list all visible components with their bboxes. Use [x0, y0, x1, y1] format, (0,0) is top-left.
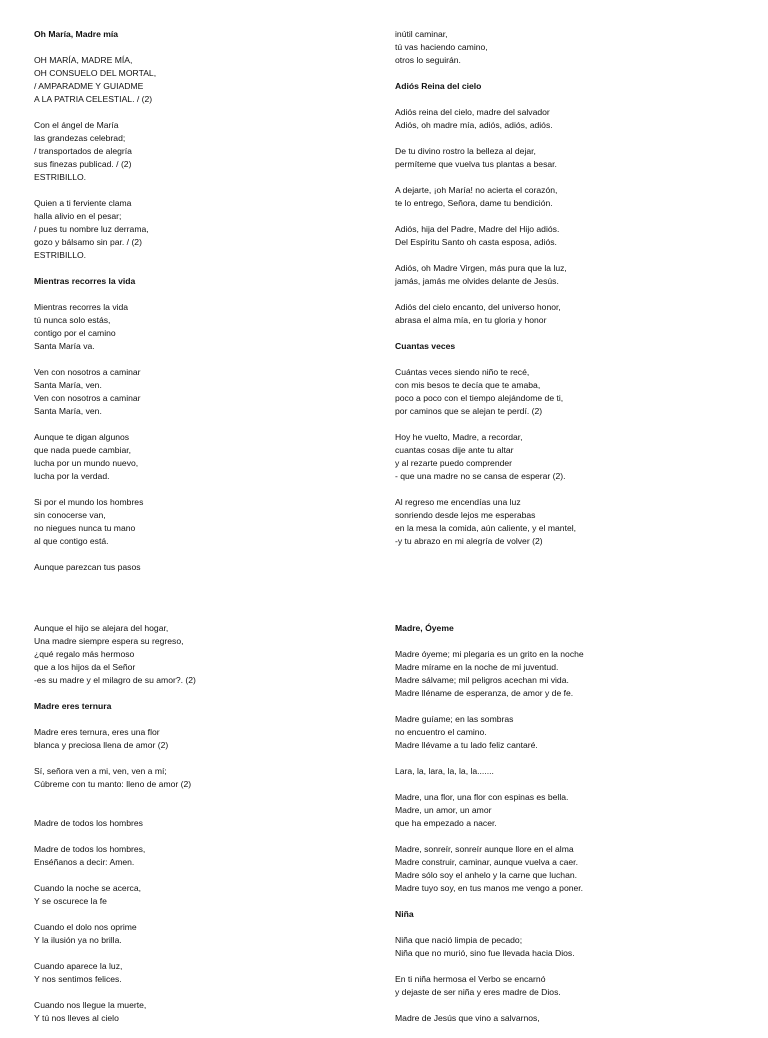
verse-line: Santa María, ven. [34, 406, 102, 416]
verse-line: Madre guíame; en las sombras [395, 714, 514, 724]
verse-line: ESTRIBILLO. [34, 172, 87, 182]
verse-line: permíteme que vuelva tus plantas a besar. [395, 159, 557, 169]
verse-line: tú nunca solo estás, [34, 315, 111, 325]
verse-line: otros lo seguirán. [395, 55, 461, 65]
verse-line: / transportados de alegría [34, 146, 132, 156]
verse-line: y al rezarte puedo comprender [395, 458, 513, 468]
verse-line: lucha por un mundo nuevo, [34, 458, 139, 468]
verse-block [34, 366, 374, 418]
verse-line: con mis besos te decía que te amaba, [395, 380, 541, 390]
verse-line: no encuentro el camino. [395, 727, 487, 737]
verse-line: Cuando aparece la luz, [34, 961, 123, 971]
verse-block [34, 960, 374, 986]
verse-line: que a los hijos da el Señor [34, 662, 136, 672]
verse-line: sus finezas publicad. / (2) [34, 159, 132, 169]
verse-line: gozo y bálsamo sin par. / (2) [34, 237, 142, 247]
verse-line: Cúbreme con tu manto: lleno de amor (2) [34, 779, 192, 789]
verse-block [34, 921, 374, 947]
song-title-text: Adiós Reina del cielo [395, 81, 482, 91]
verse-line: / pues tu nombre luz derrama, [34, 224, 149, 234]
verse-line: Madre construir, caminar, aunque vuelva a caer. [395, 857, 578, 867]
verse-line: A LA PATRIA CELESTIAL. / (2) [34, 94, 153, 104]
verse-line: no niegues nunca tu mano [34, 523, 136, 533]
verse-line: que ha empezado a nacer. [395, 818, 497, 828]
verse-line: y dejaste de ser niña y eres madre de Dios. [395, 987, 561, 997]
verse-line: Santa María, ven. [34, 380, 102, 390]
verse-line: Madre, una flor, una flor con espinas es bella. [395, 792, 569, 802]
verse-block [34, 843, 374, 869]
verse-block [34, 119, 374, 184]
verse-block [395, 301, 735, 327]
song-title-text: Oh María, Madre mía [34, 29, 119, 39]
verse-line: que nada puede cambiar, [34, 445, 131, 455]
verse-line: Aunque te digan algunos [34, 432, 130, 442]
verse-line: Madre de Jesús que vino a salvarnos, [395, 1013, 540, 1023]
verse-line: abrasa el alma mía, en tu gloria y honor [395, 315, 547, 325]
verse-line: Y tú nos lleves al cielo [34, 1013, 119, 1023]
verse-line: Niña que nació limpia de pecado; [395, 935, 523, 945]
verse-line: en la mesa la comida, aún caliente, y el mantel, [395, 523, 577, 533]
song-title [34, 700, 374, 713]
verse-line: Aunque parezcan tus pasos [34, 562, 141, 572]
verse-line: Cuando el dolo nos oprime [34, 922, 137, 932]
verse-line: -y tu abrazo en mi alegría de volver (2) [395, 536, 543, 546]
verse-line: las grandezas celebrad; [34, 133, 126, 143]
verse-block [34, 726, 374, 752]
song-title-text: Niña [395, 909, 414, 919]
verse-line: Madre, un amor, un amor [395, 805, 492, 815]
verse-line: sin conocerse van, [34, 510, 106, 520]
verse-line: Cuando la noche se acerca, [34, 883, 142, 893]
song-title [34, 28, 374, 41]
verse-line: OH CONSUELO DEL MORTAL, [34, 68, 157, 78]
verse-line: halla alivio en el pesar; [34, 211, 122, 221]
verse-line: Hoy he vuelto, Madre, a recordar, [395, 432, 523, 442]
verse-line: Madre óyeme; mi plegaria es un grito en la noche [395, 649, 584, 659]
verse-line: Madre sálvame; mil peligros acechan mi vida. [395, 675, 569, 685]
verse-line: A dejarte, ¡oh María! no acierta el corazón, [395, 185, 558, 195]
verse-line: Adiós, oh madre mía, adiós, adiós, adiós. [395, 120, 553, 130]
verse-line: Si por el mundo los hombres [34, 497, 144, 507]
text-column-left [34, 622, 374, 1038]
verse-block [34, 301, 374, 353]
verse-line: Lara, la, lara, la, la, la....... [395, 766, 494, 776]
verse-line: tú vas haciendo camino, [395, 42, 488, 52]
verse-line: Adiós, oh Madre Virgen, más pura que la luz, [395, 263, 567, 273]
verse-line: Cuando nos llegue la muerte, [34, 1000, 147, 1010]
verse-block [395, 973, 735, 999]
verse-line [34, 791, 374, 804]
verse-block [395, 223, 735, 249]
verse-block [395, 765, 735, 778]
verse-line: al que contigo está. [34, 536, 109, 546]
song-title-text: Madre, Óyeme [395, 623, 454, 633]
verse-block [395, 713, 735, 752]
song-title [395, 622, 735, 635]
verse-line: -es su madre y el milagro de su amor?. (2) [34, 675, 196, 685]
verse-line: lucha por la verdad. [34, 471, 110, 481]
verse-line: / AMPARADME Y GUIADME [34, 81, 144, 91]
verse-line: Madre de todos los hombres, [34, 844, 146, 854]
verse-line: Adiós del cielo encanto, del universo honor, [395, 302, 561, 312]
verse-line: Ven con nosotros a caminar [34, 367, 141, 377]
verse-line: contigo por el camino [34, 328, 116, 338]
verse-block [395, 366, 735, 418]
verse-line: Cuántas veces siendo niño te recé, [395, 367, 530, 377]
verse-line: Niña que no murió, sino fue llevada hacia Dios. [395, 948, 575, 958]
verse-line: por caminos que se alejan te perdí. (2) [395, 406, 543, 416]
song-title-text: Madre eres ternura [34, 701, 112, 711]
verse-line: Quien a ti ferviente clama [34, 198, 132, 208]
verse-line: OH MARÍA, MADRE MÍA, [34, 55, 133, 65]
verse-line: Enséñanos a decir: Amen. [34, 857, 135, 867]
verse-line: Adiós reina del cielo, madre del salvador [395, 107, 550, 117]
verse-line: Madre sólo soy el anhelo y la carne que luchan. [395, 870, 578, 880]
verse-block [34, 197, 374, 262]
verse-line: Sí, señora ven a mi, ven, ven a mí; [34, 766, 167, 776]
verse-block [395, 1012, 735, 1025]
verse-line: Adiós, hija del Padre, Madre del Hijo adiós. [395, 224, 560, 234]
verse-line: Y se oscurece la fe [34, 896, 107, 906]
verse-line: Una madre siempre espera su regreso, [34, 636, 184, 646]
verse-line: Aunque el hijo se alejara del hogar, [34, 623, 169, 633]
verse-block [395, 648, 735, 700]
text-column-left [34, 28, 374, 587]
song-title [34, 275, 374, 288]
verse-block [395, 28, 735, 67]
verse-block [34, 882, 374, 908]
verse-block [395, 431, 735, 483]
verse-line: cuantas cosas dije ante tu altar [395, 445, 514, 455]
verse-line: Madre, sonreír, sonreír aunque llore en el alma [395, 844, 574, 854]
text-column-right [395, 622, 735, 1038]
text-column-right [395, 28, 735, 561]
verse-line: Madre llévame a tu lado feliz cantaré. [395, 740, 538, 750]
song-title-text: Cuantas veces [395, 341, 456, 351]
verse-line: Madre eres ternura, eres una flor [34, 727, 160, 737]
verse-line: ¿qué regalo más hermoso [34, 649, 135, 659]
verse-line: Mientras recorres la vida [34, 302, 129, 312]
verse-line: sonriendo desde lejos me esperabas [395, 510, 536, 520]
verse-line: Madre mírame en la noche de mi juventud. [395, 662, 559, 672]
verse-block [34, 622, 374, 687]
verse-line: Santa María va. [34, 341, 95, 351]
verse-line: Madre lléname de esperanza, de amor y de fe. [395, 688, 574, 698]
verse-block [34, 817, 374, 830]
verse-line: ESTRIBILLO. [34, 250, 87, 260]
verse-block [34, 54, 374, 106]
verse-block [395, 791, 735, 830]
verse-block [34, 999, 374, 1025]
verse-line: jamás, jamás me olvides delante de Jesús. [395, 276, 559, 286]
verse-line: blanca y preciosa llena de amor (2) [34, 740, 169, 750]
verse-block [395, 934, 735, 960]
verse-block [395, 145, 735, 171]
song-title [395, 80, 735, 93]
verse-line: Madre de todos los hombres [34, 818, 143, 828]
song-title [395, 340, 735, 353]
song-title-text: Mientras recorres la vida [34, 276, 136, 286]
verse-block [395, 262, 735, 288]
verse-line: Del Espíritu Santo oh casta esposa, adiós. [395, 237, 557, 247]
verse-line: Con el ángel de María [34, 120, 119, 130]
verse-line: Ven con nosotros a caminar [34, 393, 141, 403]
verse-line: poco a poco con el tiempo alejándome de ti, [395, 393, 564, 403]
verse-block [34, 765, 374, 804]
song-title [395, 908, 735, 921]
verse-line: De tu divino rostro la belleza al dejar, [395, 146, 536, 156]
verse-line: Y la ilusión ya no brilla. [34, 935, 122, 945]
verse-block [34, 431, 374, 483]
verse-line: Al regreso me encendías una luz [395, 497, 521, 507]
verse-line: En ti niña hermosa el Verbo se encarnó [395, 974, 546, 984]
verse-line: Madre tuyo soy, en tus manos me vengo a poner. [395, 883, 584, 893]
document-page-bottom [0, 512, 768, 1024]
verse-line: Y nos sentimos felices. [34, 974, 122, 984]
verse-block [395, 106, 735, 132]
verse-line: te lo entrego, Señora, dame tu bendición. [395, 198, 553, 208]
verse-line: inútil caminar, [395, 29, 448, 39]
verse-line: - que una madre no se cansa de esperar (2). [395, 471, 566, 481]
verse-block [395, 184, 735, 210]
verse-block [395, 843, 735, 895]
